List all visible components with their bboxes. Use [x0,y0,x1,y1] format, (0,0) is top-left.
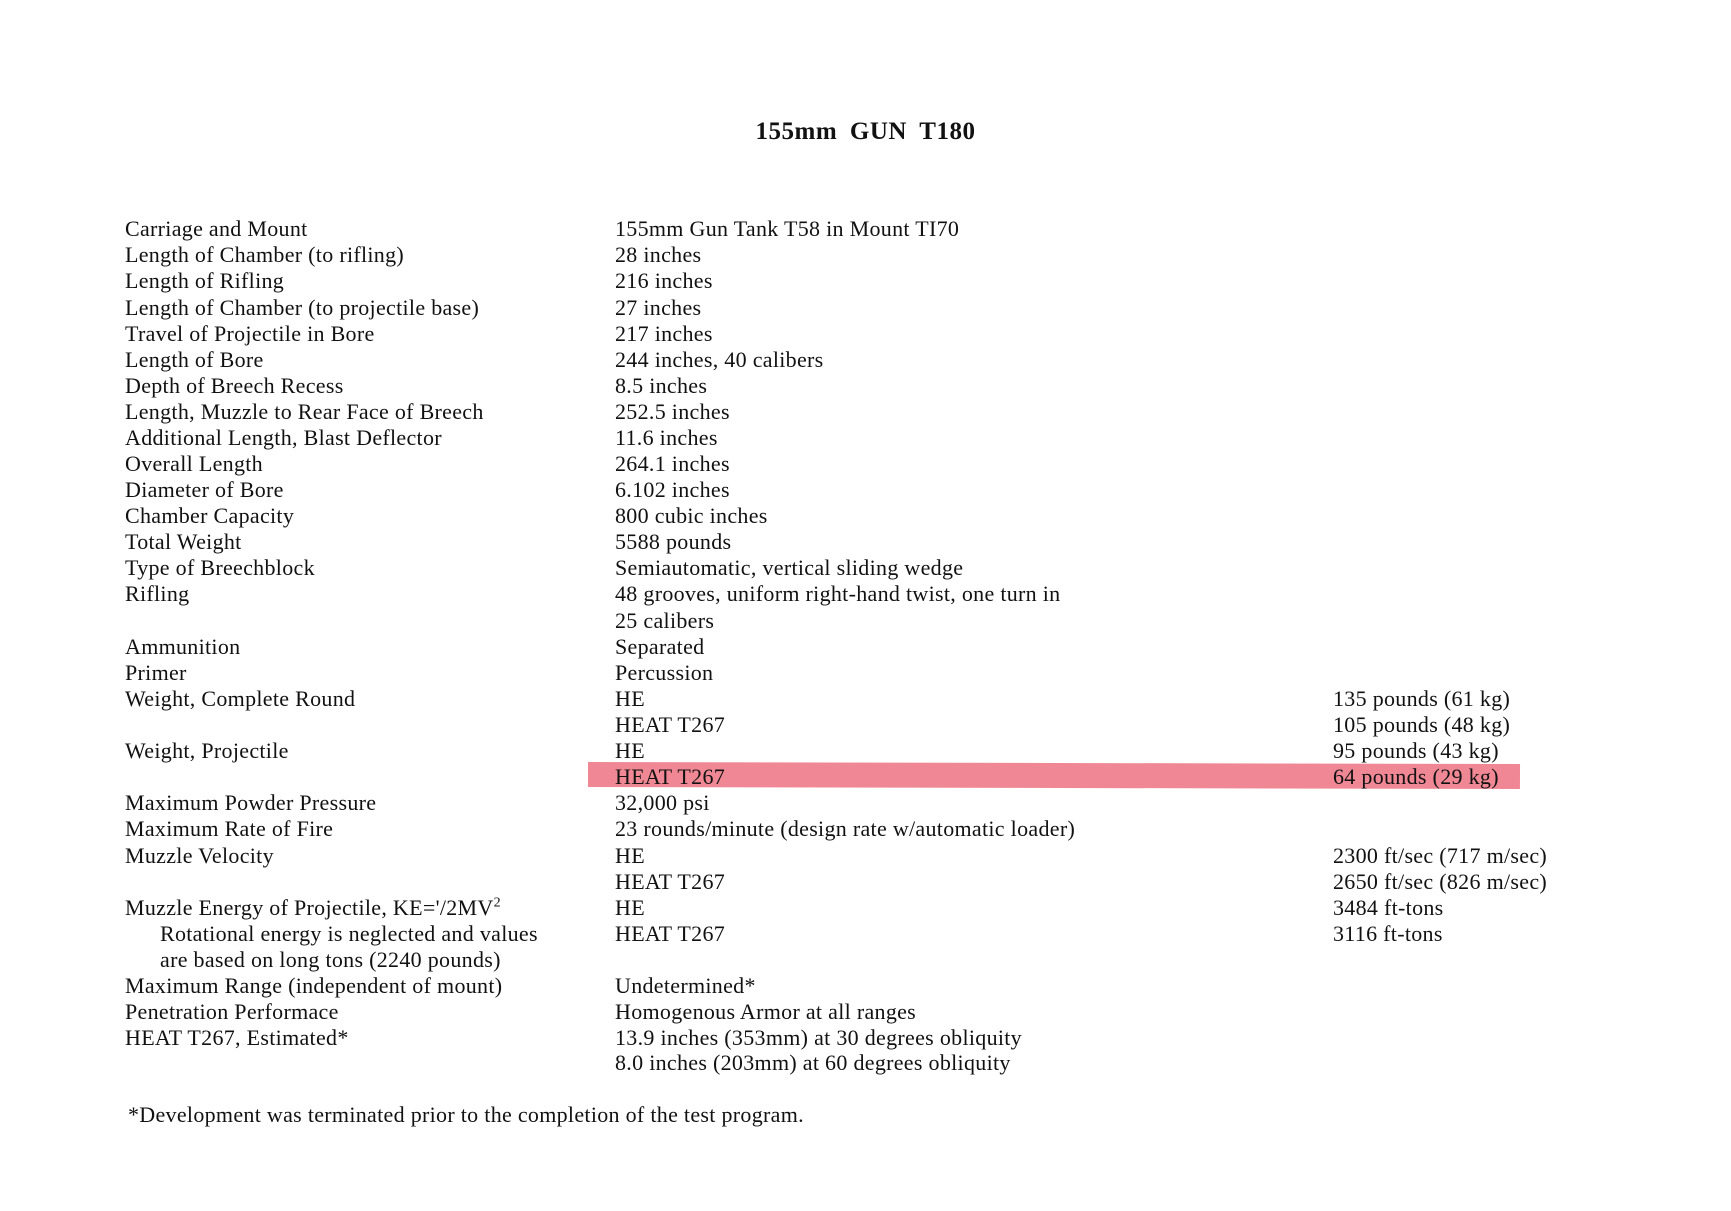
table-row [0,764,1731,790]
table-row [0,373,1731,399]
spec-label: Rifling [125,581,190,606]
table-row [0,555,1731,581]
spec-extra: 135 pounds (61 kg) [1333,686,1511,711]
spec-extra: 3484 ft-tons [1333,895,1444,920]
spec-value: Undetermined* [615,973,756,998]
table-row [0,999,1731,1025]
table-row [0,347,1731,373]
spec-label: Additional Length, Blast Deflector [125,425,442,450]
table-row [0,921,1731,947]
table-row [0,895,1731,921]
spec-label: Primer [125,660,187,685]
spec-value: 6.102 inches [615,477,730,502]
spec-value: Percussion [615,660,714,685]
spec-value: 155mm Gun Tank T58 in Mount TI70 [615,216,960,241]
spec-value: 23 rounds/minute (design rate w/automatic loader) [615,816,1076,841]
table-row [0,451,1731,477]
spec-value: 800 cubic inches [615,503,768,528]
spec-label: Length of Bore [125,347,264,372]
spec-extra: 105 pounds (48 kg) [1333,712,1511,737]
table-row [0,242,1731,268]
table-row [0,973,1731,999]
table-row [0,425,1731,451]
footnote: *Development was terminated prior to the completion of the test program. [128,1102,804,1127]
spec-value: 252.5 inches [615,399,730,424]
spec-value: HE [615,686,645,711]
table-row [0,216,1731,242]
spec-value: 217 inches [615,321,713,346]
spec-value: HEAT T267 [615,869,726,894]
page-title: 155mm GUN T180 [755,118,976,145]
spec-value: Separated [615,634,705,659]
spec-label: Depth of Breech Recess [125,373,344,398]
spec-value: 11.6 inches [615,425,718,450]
spec-label: Overall Length [125,451,263,476]
spec-label: Length of Chamber (to projectile base) [125,295,480,320]
spec-value: HE [615,738,645,763]
table-row [0,268,1731,294]
table-row [0,660,1731,686]
spec-extra: 2300 ft/sec (717 m/sec) [1333,843,1548,868]
table-row [0,634,1731,660]
spec-value: 244 inches, 40 calibers [615,347,824,372]
table-row [0,816,1731,842]
spec-label: Maximum Rate of Fire [125,816,334,841]
spec-extra: 64 pounds (29 kg) [1333,764,1499,789]
spec-label: Carriage and Mount [125,216,308,241]
spec-label: Weight, Complete Round [125,686,356,711]
spec-label: Maximum Range (independent of mount) [125,973,503,998]
table-row [0,790,1731,816]
table-row [0,1025,1731,1051]
spec-value: HEAT T267 [615,712,726,737]
table-row [0,529,1731,555]
table-row [0,399,1731,425]
spec-value: 28 inches [615,242,702,267]
table-row [0,712,1731,738]
spec-label: Penetration Performace [125,999,339,1024]
spec-value: HE [615,843,645,868]
spec-label: Type of Breechblock [125,555,315,580]
spec-value: 216 inches [615,268,713,293]
table-row [0,295,1731,321]
table-row [0,947,1731,973]
spec-value: HEAT T267 [615,921,726,946]
spec-label: HEAT T267, Estimated* [125,1025,349,1050]
spec-label: Length, Muzzle to Rear Face of Breech [125,399,484,424]
superscript: 2 [493,895,501,911]
spec-value: 8.5 inches [615,373,708,398]
table-row [0,843,1731,869]
table-row [0,477,1731,503]
spec-value: 32,000 psi [615,790,710,815]
spec-label: Total Weight [125,529,242,554]
table-row [0,1050,1731,1076]
spec-label: Travel of Projectile in Bore [125,321,375,346]
table-row [0,503,1731,529]
spec-label: Length of Chamber (to rifling) [125,242,405,267]
table-row [0,738,1731,764]
spec-label: are based on long tons (2240 pounds) [160,947,501,972]
table-row [0,686,1731,712]
spec-label: Maximum Powder Pressure [125,790,377,815]
spec-value: HEAT T267 [615,764,726,789]
spec-label: Length of Rifling [125,268,285,293]
spec-label: Muzzle Velocity [125,843,274,868]
spec-label: Diameter of Bore [125,477,284,502]
spec-label: Muzzle Energy of Projectile, KE='/2MV [125,895,494,920]
spec-extra: 95 pounds (43 kg) [1333,738,1499,763]
spec-value: Semiautomatic, vertical sliding wedge [615,555,964,580]
spec-value: Homogenous Armor at all ranges [615,999,917,1024]
spec-label-muzzle-energy [125,895,501,921]
spec-value: 27 inches [615,295,702,320]
spec-value: 264.1 inches [615,451,730,476]
table-row [0,321,1731,347]
spec-value: 48 grooves, uniform right-hand twist, one turn in [615,581,1061,606]
table-row [0,608,1731,634]
spec-extra: 2650 ft/sec (826 m/sec) [1333,869,1548,894]
table-row [0,581,1731,607]
spec-value: HE [615,895,645,920]
spec-value: 8.0 inches (203mm) at 60 degrees obliquity [615,1050,1011,1075]
spec-label: Weight, Projectile [125,738,289,763]
spec-value: 5588 pounds [615,529,732,554]
spec-label: Ammunition [125,634,241,659]
spec-label: Chamber Capacity [125,503,295,528]
spec-extra: 3116 ft-tons [1333,921,1443,946]
spec-label: Rotational energy is neglected and values [160,921,538,946]
spec-value: 25 calibers [615,608,715,633]
table-row [0,869,1731,895]
spec-value: 13.9 inches (353mm) at 30 degrees obliquity [615,1025,1022,1050]
